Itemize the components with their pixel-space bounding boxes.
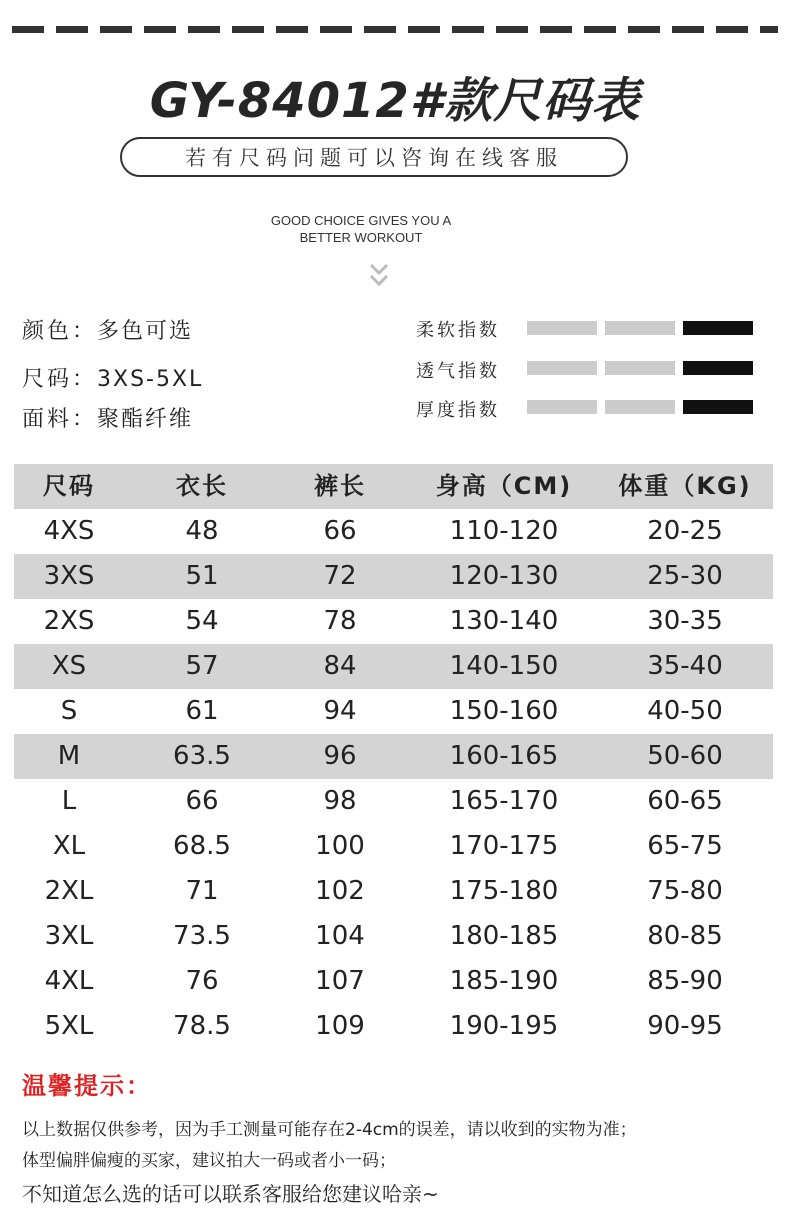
cell-pants-length: 72: [323, 561, 357, 591]
index-softness-label: 柔软指数: [416, 320, 500, 341]
cell-pants-length: 104: [315, 921, 365, 951]
index-breathability-label: 透气指数: [416, 361, 500, 382]
cell-height: 165-170: [449, 786, 559, 816]
cell-size: L: [61, 786, 77, 816]
page-title: GY-84012#款尺码表: [149, 73, 641, 129]
cell-top-length: 78.5: [173, 1011, 231, 1041]
cell-top-length: 73.5: [173, 921, 231, 951]
subtitle-pill: [120, 137, 628, 177]
cell-size: 2XS: [43, 606, 95, 636]
index-bar-segment: [605, 321, 675, 335]
cell-pants-length: 96: [323, 741, 357, 771]
cell-top-length: 51: [185, 561, 219, 591]
cell-pants-length: 94: [323, 696, 357, 726]
index-bar-segment: [527, 400, 597, 414]
table-body: [14, 509, 773, 1049]
table-row: [14, 1004, 773, 1049]
subtitle-text: 若有尺码问题可以咨询在线客服: [185, 146, 563, 170]
header-height: 身高（CM): [435, 472, 573, 500]
cell-weight: 35-40: [647, 651, 723, 681]
cell-size: 5XL: [44, 1011, 94, 1041]
attr-size-label: 尺码：: [22, 367, 98, 392]
tips-line-2: 体型偏胖偏瘦的买家，建议拍大一码或者小一码；: [22, 1151, 396, 1171]
top-dashed-divider: [12, 26, 778, 33]
cell-size: 4XS: [43, 516, 95, 546]
cell-height: 140-150: [449, 651, 559, 681]
cell-height: 160-165: [449, 741, 559, 771]
table-row: [14, 599, 773, 644]
attr-size-value: 3XS-5XL: [97, 367, 204, 392]
size-table: [14, 464, 773, 1049]
cell-height: 150-160: [449, 696, 559, 726]
table-row: [14, 824, 773, 869]
cell-top-length: 54: [185, 606, 219, 636]
cell-weight: 60-65: [647, 786, 723, 816]
index-bar-segment: [527, 361, 597, 375]
cell-pants-length: 100: [315, 831, 365, 861]
cell-top-length: 57: [185, 651, 219, 681]
table-header-row: [14, 464, 773, 509]
cell-top-length: 71: [185, 876, 219, 906]
cell-top-length: 66: [185, 786, 219, 816]
cell-top-length: 76: [185, 966, 219, 996]
cell-height: 170-175: [449, 831, 559, 861]
table-row: [14, 914, 773, 959]
table-row: [14, 734, 773, 779]
attr-color-label: 颜色：: [22, 319, 98, 344]
cell-top-length: 68.5: [173, 831, 231, 861]
tips-line-3: 不知道怎么选的话可以联系客服给您建议哈亲~: [22, 1182, 439, 1206]
cell-size: 2XL: [44, 876, 94, 906]
cell-height: 110-120: [449, 516, 559, 546]
slogan-line-1: GOOD CHOICE GIVES YOU A: [270, 213, 452, 228]
cell-height: 180-185: [449, 921, 559, 951]
attr-fabric-value: 聚酯纤维: [97, 407, 194, 432]
attr-fabric: [22, 402, 193, 433]
cell-size: M: [57, 741, 81, 771]
cell-height: 130-140: [449, 606, 559, 636]
cell-weight: 50-60: [647, 741, 723, 771]
cell-weight: 25-30: [647, 561, 723, 591]
cell-size: XL: [52, 831, 86, 861]
index-bar-segment: [605, 400, 675, 414]
cell-height: 185-190: [449, 966, 559, 996]
cell-weight: 40-50: [647, 696, 723, 726]
cell-size: XS: [51, 651, 87, 681]
index-bar-segment: [527, 321, 597, 335]
cell-weight: 90-95: [647, 1011, 723, 1041]
cell-top-length: 63.5: [173, 741, 231, 771]
cell-pants-length: 107: [315, 966, 365, 996]
cell-pants-length: 102: [315, 876, 365, 906]
double-chevron-down-icon: [368, 262, 390, 290]
cell-weight: 20-25: [647, 516, 723, 546]
index-bar-segment: [683, 400, 753, 414]
header-top-length: 衣长: [176, 472, 228, 500]
cell-height: 120-130: [449, 561, 559, 591]
cell-weight: 75-80: [647, 876, 723, 906]
table-row: [14, 779, 773, 824]
cell-size: S: [60, 696, 78, 726]
attr-fabric-label: 面料：: [22, 407, 98, 432]
attr-color: [22, 314, 193, 345]
cell-pants-length: 78: [323, 606, 357, 636]
cell-size: 3XL: [44, 921, 94, 951]
cell-pants-length: 109: [315, 1011, 365, 1041]
cell-pants-length: 84: [323, 651, 357, 681]
cell-top-length: 61: [185, 696, 219, 726]
tips-line-1: 以上数据仅供参考，因为手工测量可能存在2-4cm的误差，请以收到的实物为准；: [22, 1120, 637, 1140]
index-bar-segment: [605, 361, 675, 375]
cell-weight: 30-35: [647, 606, 723, 636]
cell-size: 4XL: [44, 966, 94, 996]
cell-weight: 85-90: [647, 966, 723, 996]
table-row: [14, 869, 773, 914]
cell-pants-length: 66: [323, 516, 357, 546]
header-pants-length: 裤长: [314, 472, 366, 500]
table-row: [14, 554, 773, 599]
table-row: [14, 644, 773, 689]
index-thickness-label: 厚度指数: [416, 400, 500, 421]
slogan-line-2: BETTER WORKOUT: [299, 230, 423, 245]
cell-size: 3XS: [43, 561, 95, 591]
table-row: [14, 959, 773, 1004]
tips-title: 温馨提示：: [22, 1072, 152, 1100]
cell-height: 175-180: [449, 876, 559, 906]
attr-size: [22, 362, 203, 393]
cell-pants-length: 98: [323, 786, 357, 816]
cell-height: 190-195: [449, 1011, 559, 1041]
slogan: [0, 212, 722, 246]
attr-color-value: 多色可选: [97, 319, 194, 344]
header-size: 尺码: [43, 472, 95, 500]
table-row: [14, 509, 773, 554]
table-row: [14, 689, 773, 734]
index-bar-segment: [683, 321, 753, 335]
cell-top-length: 48: [185, 516, 219, 546]
cell-weight: 65-75: [647, 831, 723, 861]
index-bar-segment: [683, 361, 753, 375]
header-weight: 体重（KG): [618, 472, 752, 500]
cell-weight: 80-85: [647, 921, 723, 951]
